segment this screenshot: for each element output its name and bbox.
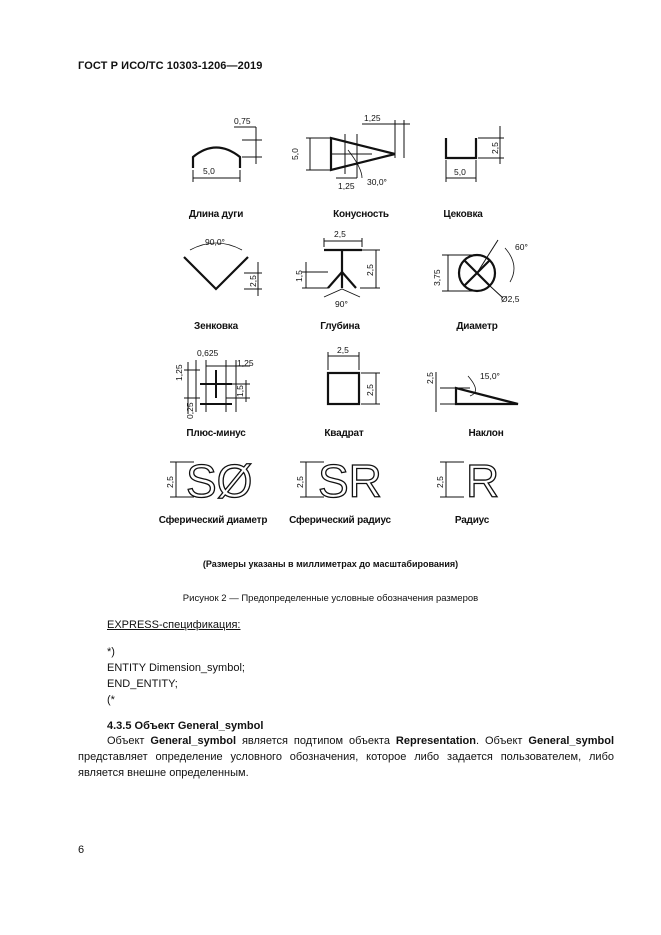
dim-label: 2,5 xyxy=(248,275,258,287)
symbol-radius xyxy=(435,455,499,507)
symbol-plus-minus xyxy=(174,348,254,419)
dim-label: 3,75 xyxy=(432,269,442,286)
document-header: ГОСТ Р ИСО/ТС 10303-1206—2019 xyxy=(78,60,263,72)
dim-label: 1,5 xyxy=(294,270,304,282)
dim-label: 15,0° xyxy=(480,371,500,381)
symbol-slope xyxy=(425,371,518,412)
symbol-label-radius: Радиус xyxy=(454,515,490,526)
symbol-diameter xyxy=(432,240,528,304)
symbol-square xyxy=(328,345,380,404)
symbol-taper xyxy=(290,113,410,191)
dim-label: 1,25 xyxy=(237,358,254,368)
dim-label: 0,25 xyxy=(185,402,195,419)
para-term: Representation xyxy=(395,735,476,747)
symbol-label-spherical-diameter: Сферический диаметр xyxy=(158,515,268,526)
symbol-label-countersink: Зенковка xyxy=(194,321,238,332)
dim-label: 5,0 xyxy=(290,148,300,160)
symbol-countersink xyxy=(184,237,262,296)
dim-label: 2,5 xyxy=(490,142,500,154)
symbol-label-slope: Наклон xyxy=(468,428,504,439)
dim-label: 0,625 xyxy=(197,348,219,358)
dim-label: 2,5 xyxy=(435,476,445,488)
para-text: является подтипом объекта xyxy=(236,735,396,747)
symbol-label-depth: Глубина xyxy=(320,321,360,332)
symbol-counterbore xyxy=(446,126,504,182)
para-text: . Объект xyxy=(476,735,529,747)
code-line: *) xyxy=(107,646,115,658)
dim-label: 90,0° xyxy=(205,237,225,247)
dim-label: 2,5 xyxy=(365,264,375,276)
glyph-radius: R xyxy=(466,455,500,507)
symbol-arc-length xyxy=(193,116,262,182)
dim-label: 1,5 xyxy=(235,385,245,397)
para-text: представляет определение условного обозначения, которое либо задается пользователем, либо является внешне определенным. xyxy=(78,751,614,779)
dim-label: 30,0° xyxy=(367,177,387,187)
dim-label: 5,0 xyxy=(454,167,466,177)
dim-label: 90° xyxy=(335,299,348,309)
dim-label: Ø2,5 xyxy=(501,294,520,304)
dim-label: 0,75 xyxy=(234,116,251,126)
symbol-depth xyxy=(294,229,380,309)
glyph-s-diameter: SØ xyxy=(186,455,253,507)
dim-label: 2,5 xyxy=(365,384,375,396)
dim-label: 2,5 xyxy=(334,229,346,239)
dim-label: 2,5 xyxy=(295,476,305,488)
symbol-spherical-diameter xyxy=(165,455,252,507)
figure-note: (Размеры указаны в миллиметрах до масштабирования) xyxy=(202,559,459,569)
dim-label: 1,25 xyxy=(174,364,184,381)
dim-label: 5,0 xyxy=(203,166,215,176)
dim-label: 2,5 xyxy=(165,476,175,488)
symbol-label-spherical-radius: Сферический радиус xyxy=(289,515,391,526)
symbol-spherical-radius xyxy=(295,455,382,507)
symbol-label-square: Квадрат xyxy=(324,428,364,439)
dim-label: 2,5 xyxy=(337,345,349,355)
para-term: General_symbol xyxy=(528,735,614,747)
symbol-label-counterbore: Цековка xyxy=(443,209,483,220)
dim-label: 60° xyxy=(515,242,528,252)
code-line: ENTITY Dimension_symbol; xyxy=(107,662,245,674)
para-text: Объект xyxy=(107,735,151,747)
symbol-label-taper: Конусность xyxy=(333,209,389,220)
symbol-label-diameter: Диаметр xyxy=(456,321,498,332)
dim-label: 1,25 xyxy=(364,113,381,123)
page-number: 6 xyxy=(78,844,85,856)
code-line: (* xyxy=(107,694,115,706)
section-title: 4.3.5 Объект General_symbol xyxy=(107,720,264,732)
section-paragraph xyxy=(78,733,614,781)
symbol-label-plus-minus: Плюс-минус xyxy=(186,428,246,439)
code-line: END_ENTITY; xyxy=(107,678,178,690)
glyph-s-radius: SR xyxy=(318,455,382,507)
para-term: General_symbol xyxy=(150,735,236,747)
figure-caption: Рисунок 2 — Предопределенные условные обозначения размеров xyxy=(182,593,479,604)
express-spec-label: EXPRESS-спецификация: xyxy=(107,619,241,631)
symbol-label-arc-length: Длина дуги xyxy=(188,209,244,220)
dim-label: 1,25 xyxy=(338,181,355,191)
dim-label: 2,5 xyxy=(425,372,435,384)
